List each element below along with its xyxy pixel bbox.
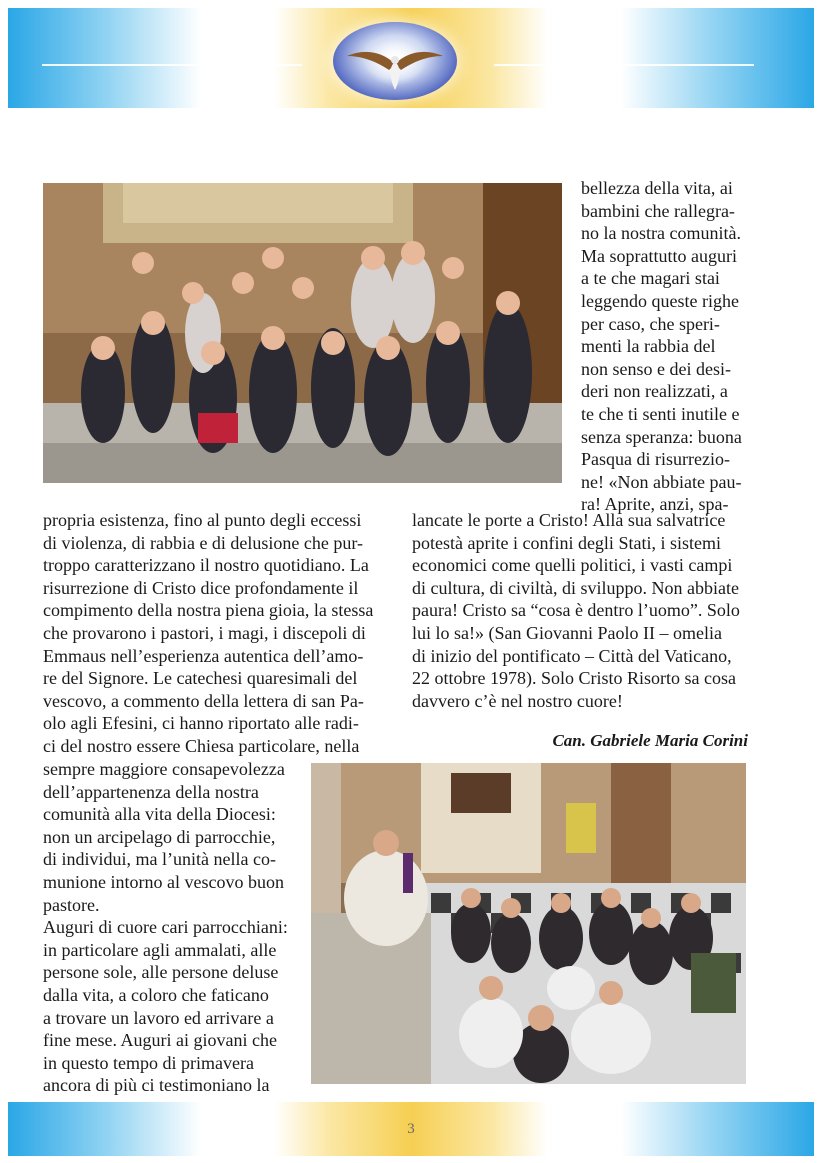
text-line: in questo tempo di primavera (43, 1052, 254, 1073)
text-line: ra! Aprite, anzi, spa- (581, 494, 729, 515)
group-photo-children-priests (43, 183, 562, 483)
text-line: comunità alla vita della Diocesi: (43, 804, 276, 825)
dove-icon (333, 22, 457, 100)
text-line: vescovo, a commento della lettera di san Pa- (43, 690, 364, 711)
article-text-right-top (581, 177, 749, 516)
author-signature: Can. Gabriele Maria Corini (552, 731, 748, 750)
article-text-right-bottom (412, 509, 748, 712)
text-line: paura! Cristo sa “cosa è dentro l’uomo”. Solo (412, 600, 740, 621)
text-line: in particolare agli ammalati, alle (43, 939, 277, 960)
text-line: persone sole, alle persone deluse (43, 962, 279, 983)
text-line: davvero c’è nel nostro cuore! (412, 690, 623, 711)
text-line: ne! «Non abbiate pau- (581, 471, 742, 492)
text-line: non un arcipelago di parrocchie, (43, 826, 276, 847)
text-line: 22 ottobre 1978). Solo Cristo Risorto sa cosa (412, 668, 736, 689)
text-line: fine mese. Auguri ai giovani che (43, 1030, 277, 1051)
text-line: di individui, ma l’unità nella co- (43, 849, 276, 870)
text-line: a trovare un lavoro ed arrivare a (43, 1007, 274, 1028)
text-line: menti la rabbia del (581, 336, 716, 357)
text-line: risurrezione di Cristo dice profondamente il (43, 577, 359, 598)
text-line: dell’appartenenza della nostra (43, 781, 259, 802)
text-line: Pasqua di risurrezio- (581, 449, 730, 470)
text-line: Auguri di cuore cari parrocchiani: (43, 917, 288, 938)
text-line: a te che magari stai (581, 268, 720, 289)
article-text-left (43, 509, 376, 758)
text-line: propria esistenza, fino al punto degli eccessi (43, 510, 362, 530)
text-line: compimento della nostra piena gioia, la stessa (43, 600, 374, 621)
text-line: ci del nostro essere Chiesa particolare, nella (43, 735, 360, 756)
text-line: di inizio del pontificato – Città del Vaticano, (412, 645, 732, 666)
text-line: potestà aprite i confini degli Stati, i sistemi (412, 532, 721, 553)
text-line: leggendo queste righe (581, 290, 739, 311)
text-line: munione intorno al vescovo buon (43, 871, 284, 892)
text-line: che provarono i pastori, i magi, i discepoli di (43, 622, 366, 643)
text-line: non senso e dei desi- (581, 358, 731, 379)
text-line: lancate le porte a Cristo! Alla sua salvatrice (412, 510, 726, 530)
text-line: Emmaus nell’esperienza autentica dell’amo- (43, 645, 364, 666)
text-line: senza speranza: buona (581, 426, 742, 447)
text-line: bellezza della vita, ai (581, 178, 733, 198)
text-line: economici come quelli politici, i vasti campi (412, 555, 733, 576)
article-text-left-narrow (43, 758, 293, 1097)
text-line: dalla vita, a coloro che faticano (43, 984, 269, 1005)
page-number: 3 (407, 1121, 415, 1137)
photo-catechesis-children-church (311, 763, 746, 1084)
text-line: sempre maggiore consapevolezza (43, 759, 285, 779)
text-line: Ma soprattutto auguri (581, 245, 737, 266)
text-line: lui lo sa!» (San Giovanni Paolo II – omelia (412, 622, 722, 643)
text-line: te che ti senti inutile e (581, 403, 740, 424)
text-line: olo agli Efesini, ci hanno riportato alle radi- (43, 713, 359, 734)
text-line: pastore. (43, 894, 100, 915)
text-line: no la nostra comunità. (581, 223, 741, 244)
text-line: troppo caratterizzano il nostro quotidiano. La (43, 555, 369, 576)
text-line: bambini che rallegra- (581, 200, 735, 221)
text-line: di cultura, di civiltà, di sviluppo. Non abbiate (412, 577, 739, 598)
text-line: deri non realizzati, a (581, 381, 728, 402)
header-rule-right (494, 64, 754, 66)
text-line: re del Signore. Le catechesi quaresimali del (43, 668, 358, 689)
text-line: di violenza, di rabbia e di delusione che pur- (43, 532, 364, 553)
text-line: ancora di più ci testimoniano la (43, 1075, 270, 1096)
text-line: per caso, che speri- (581, 313, 720, 334)
header-rule-left (42, 64, 302, 66)
